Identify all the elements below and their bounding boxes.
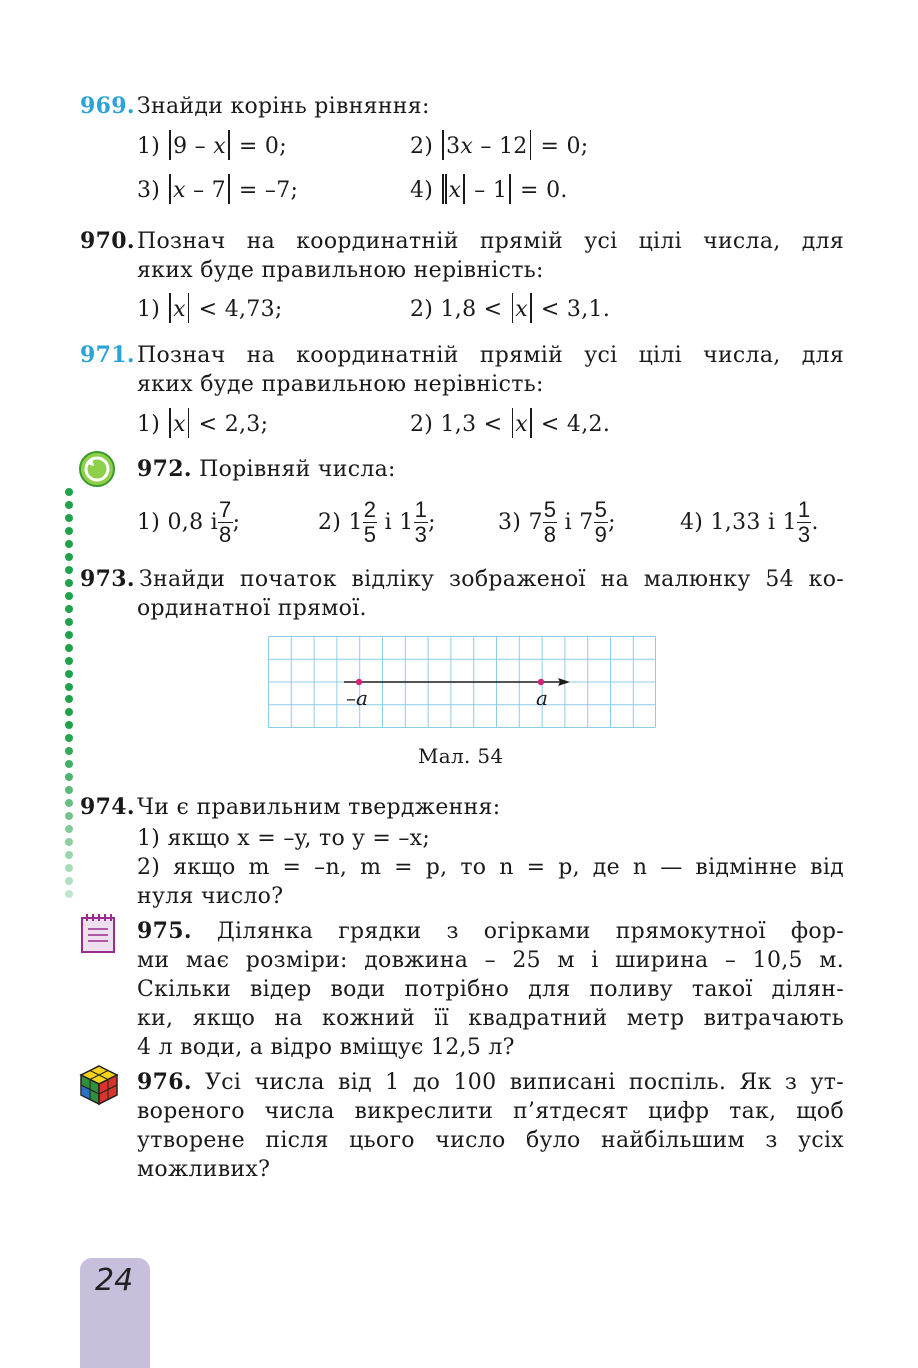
- margin-dot: [65, 670, 73, 678]
- rubik-cube-icon: [78, 1064, 120, 1106]
- margin-dot: [65, 527, 73, 535]
- margin-dot: [65, 644, 73, 652]
- margin-dot: [65, 799, 73, 807]
- margin-dot: [65, 592, 73, 600]
- margin-dot: [65, 760, 73, 768]
- problem-975-line3: Скільки відер води потрібно для поливу такої ділян-: [137, 977, 844, 1002]
- compare-972-1: 1) 0,8 і $\frac{7}{8}$ ;: [137, 496, 241, 547]
- problem-number-974: 974.: [80, 794, 135, 820]
- problem-976-line2: вореного числа викреслити п’ятдесят цифр так, щоб: [137, 1099, 844, 1124]
- margin-dot: [65, 890, 73, 898]
- ineq-971-2: 2) 1,3 < x < 4,2.: [410, 408, 610, 439]
- figure-label-minus-a: –a: [346, 686, 368, 710]
- statement-974-3: нуля число?: [137, 884, 284, 909]
- compare-972-2: 2) 1 $\frac{2}{5}$ і 1 $\frac{1}{3}$ ;: [318, 496, 436, 547]
- statement-974-2: 2) якщо m = –n, m = p, то n = p, де n — відмінне від: [137, 855, 844, 880]
- problem-text-973-line1: Знайди початок відліку зображеної на малюнку 54 ко-: [139, 567, 844, 592]
- eq-969-3: 3) x – 7 = –7;: [137, 174, 298, 205]
- margin-dot: [65, 838, 73, 846]
- margin-dot: [65, 773, 73, 781]
- margin-dot: [65, 683, 73, 691]
- problem-text-971-line1: Познач на координатній прямій усі цілі числа, для: [137, 343, 844, 368]
- problem-number-973: 973.: [80, 566, 135, 592]
- eq-969-4: 4) x – 1 = 0.: [410, 174, 568, 205]
- page-number: 24: [95, 1263, 134, 1298]
- ineq-970-1: 1) x < 4,73;: [137, 293, 283, 324]
- problem-text-969: Знайди корінь рівняння:: [137, 94, 430, 119]
- margin-dot: [65, 851, 73, 859]
- eq-969-1: 1) 9 – x = 0;: [137, 130, 287, 161]
- problem-number-969: 969.: [80, 93, 135, 119]
- ineq-971-1: 1) x < 2,3;: [137, 408, 268, 439]
- problem-972-header: 972. Порівняй числа:: [137, 456, 396, 482]
- margin-dot: [65, 786, 73, 794]
- repeat-icon: [78, 450, 116, 488]
- margin-dot: [65, 605, 73, 613]
- problem-976-line4: можливих?: [137, 1157, 271, 1182]
- compare-972-4: 4) 1,33 і 1 $\frac{1}{3}$ .: [680, 496, 819, 547]
- margin-dot: [65, 501, 73, 509]
- margin-dot: [65, 864, 73, 872]
- problem-975-line1: 975. Ділянка грядки з огірками прямокутної фор-: [137, 918, 845, 944]
- problem-text-971-line2: яких буде правильною нерівність:: [137, 372, 544, 397]
- margin-dot: [65, 618, 73, 626]
- margin-dot: [65, 631, 73, 639]
- ineq-970-2: 2) 1,8 < x < 3,1.: [410, 293, 610, 324]
- figure-label-a: a: [536, 686, 548, 710]
- margin-dot: [65, 812, 73, 820]
- margin-dot: [65, 553, 73, 561]
- figure-54-coordinate-line: [268, 636, 656, 728]
- margin-dot: [65, 566, 73, 574]
- margin-dot: [65, 747, 73, 755]
- margin-dot: [65, 579, 73, 587]
- margin-dot: [65, 708, 73, 716]
- problem-number-970: 970.: [80, 228, 135, 254]
- margin-dot: [65, 721, 73, 729]
- problem-976-line3: утворене після цього число було найбільшим з усіх: [137, 1128, 844, 1153]
- compare-972-3: 3) 7 $\frac{5}{8}$ і 7 $\frac{5}{9}$ ;: [498, 496, 616, 547]
- problem-975-line5: 4 л води, а відро вміщує 12,5 л?: [137, 1035, 515, 1060]
- problem-976-line1: 976. Усі числа від 1 до 100 виписані поспіль. Як з ут-: [137, 1069, 844, 1095]
- problem-975-line4: ки, якщо на кожний її квадратний метр витрачають: [137, 1006, 844, 1031]
- problem-number-971: 971.: [80, 342, 135, 368]
- margin-dot: [65, 488, 73, 496]
- margin-dot: [65, 734, 73, 742]
- problem-text-970-line1: Познач на координатній прямій усі цілі числа, для: [137, 229, 844, 254]
- margin-dot: [65, 657, 73, 665]
- margin-dot: [65, 877, 73, 885]
- problem-text-974: Чи є правильним твердження:: [137, 795, 501, 820]
- problem-975-line2: ми має розміри: довжина – 25 м і ширина – 10,5 м.: [137, 948, 844, 973]
- margin-dot: [65, 540, 73, 548]
- figure-caption: Мал. 54: [418, 744, 504, 768]
- problem-text-973-line2: ординатної прямої.: [137, 596, 367, 621]
- margin-dot: [65, 514, 73, 522]
- margin-dot: [65, 825, 73, 833]
- margin-dot: [65, 695, 73, 703]
- notebook-icon: [79, 912, 117, 954]
- statement-974-1: 1) якщо x = –y, то y = –x;: [137, 826, 431, 851]
- problem-text-970-line2: яких буде правильною нерівність:: [137, 258, 544, 283]
- eq-969-2: 2) 3x – 12 = 0;: [410, 130, 589, 161]
